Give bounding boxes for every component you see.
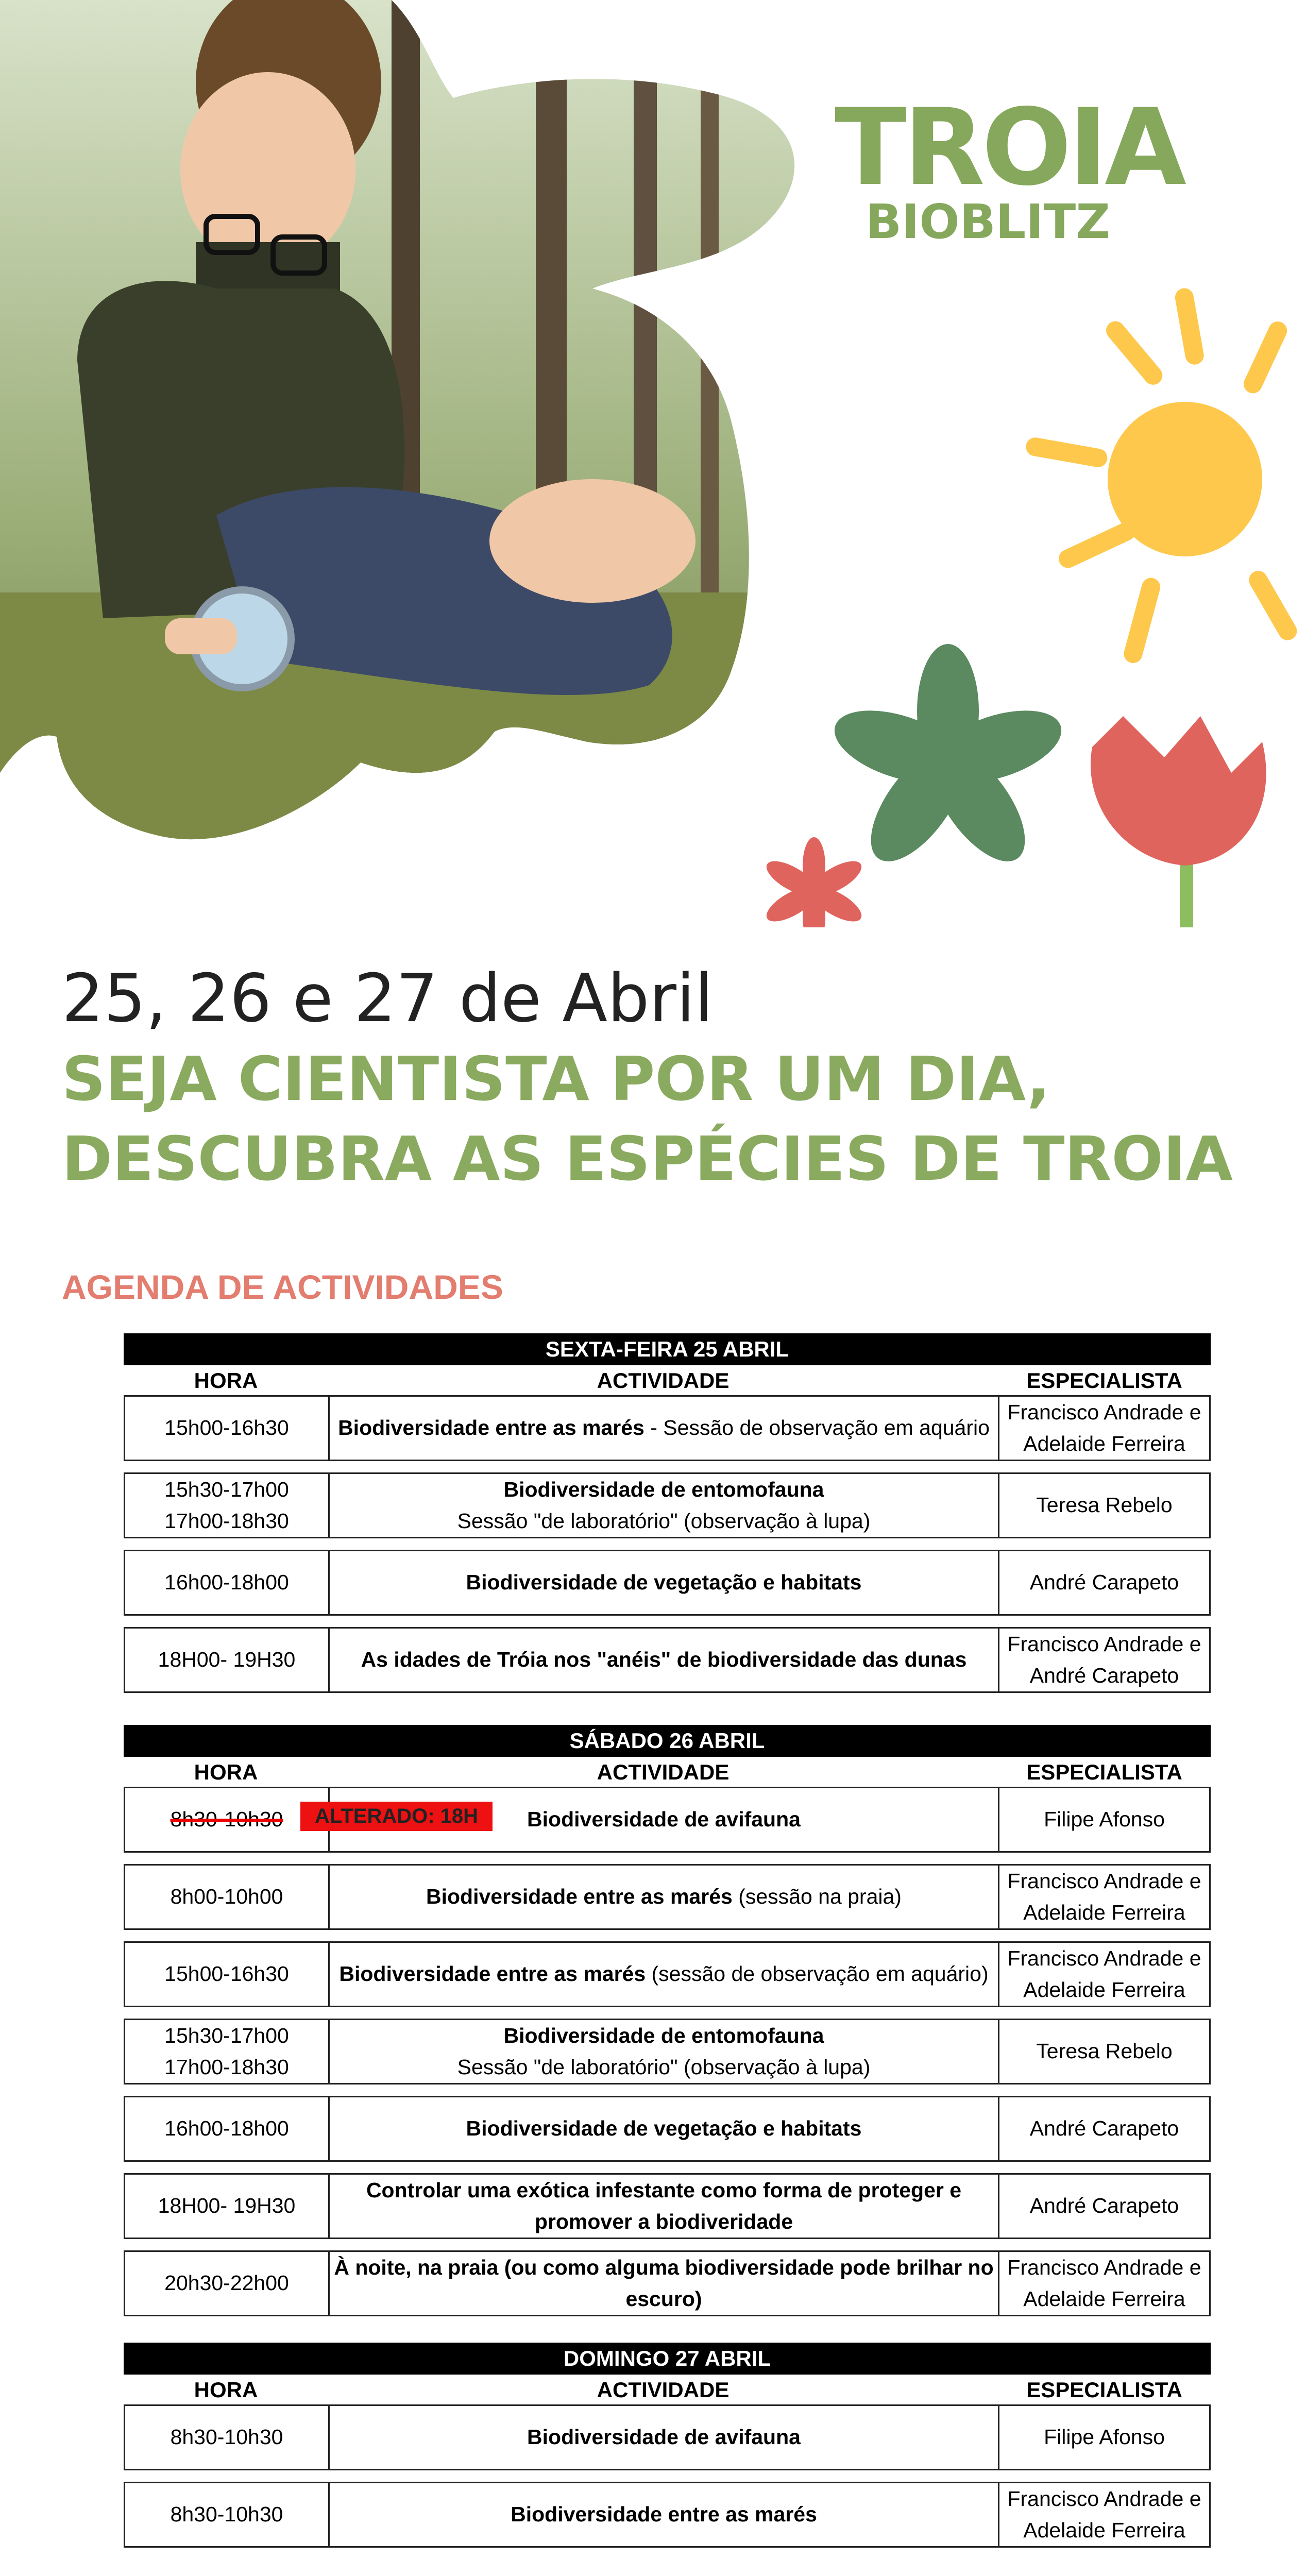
table-row bbox=[124, 1472, 1211, 1538]
specialist-cell bbox=[999, 1866, 1209, 1928]
specialist-cell bbox=[999, 2252, 1209, 2315]
time-cell: 15h00-16h30 bbox=[125, 1397, 330, 1460]
time-cell: 18H00- 19H30 bbox=[125, 1629, 330, 1691]
brand-title: TROIA bbox=[835, 87, 1183, 209]
day-header: DOMINGO 27 ABRIL bbox=[124, 2343, 1211, 2375]
specialist-cell: Teresa Rebelo bbox=[1036, 1493, 1173, 1517]
time-cell: 8h00-10h00 bbox=[125, 1866, 330, 1928]
activity-cell bbox=[330, 1397, 999, 1460]
table-row bbox=[124, 2250, 1211, 2316]
col-time: HORA bbox=[194, 2378, 258, 2402]
specialist-cell: André Carapeto bbox=[1029, 2194, 1179, 2218]
day-friday bbox=[124, 1333, 1211, 1704]
col-specialist: ESPECIALISTA bbox=[1026, 1760, 1182, 1784]
activity-name-b: (ou como alguma biodiversidade pode brilhar no bbox=[498, 2255, 994, 2279]
specialist-cell: Filipe Afonso bbox=[1044, 2425, 1165, 2449]
activity-name: Biodiversidade entre as marés bbox=[338, 1416, 644, 1440]
specialist-1: Francisco Andrade e bbox=[1007, 1946, 1201, 1970]
col-activity: ACTIVIDADE bbox=[597, 2378, 730, 2402]
day-saturday bbox=[124, 1725, 1211, 2328]
specialist-2: Adelaide Ferreira bbox=[1023, 2287, 1185, 2311]
specialist-cell bbox=[999, 1629, 1209, 1691]
col-specialist: ESPECIALISTA bbox=[1026, 2378, 1182, 2402]
activity-name: À noite, na praia bbox=[334, 2255, 499, 2279]
time-cell: 8h30-10h30 bbox=[125, 2406, 330, 2469]
day-sunday bbox=[124, 2343, 1211, 2559]
column-headers bbox=[124, 1757, 1211, 1787]
table-row bbox=[124, 1787, 1211, 1853]
table-row bbox=[124, 1395, 1211, 1461]
time-cell: 16h00-18h00 bbox=[125, 1551, 330, 1614]
sun-icon bbox=[1024, 287, 1300, 666]
specialist-2: Adelaide Ferreira bbox=[1023, 1432, 1185, 1455]
activity-cell: Biodiversidade de avifauna bbox=[330, 2406, 999, 2469]
activity-note: Sessão "de laboratório" (observação à lupa) bbox=[457, 1509, 871, 1533]
time-cell: 20h30-22h00 bbox=[125, 2252, 330, 2315]
col-activity: ACTIVIDADE bbox=[597, 1368, 730, 1393]
photo-boy-magnifier bbox=[0, 0, 824, 902]
activity-cell: Biodiversidade entre as marés bbox=[330, 2483, 999, 2546]
specialist-2: Adelaide Ferreira bbox=[1023, 1978, 1185, 2002]
table-row bbox=[124, 2404, 1211, 2470]
slogan-line-2: DESCUBRA AS ESPÉCIES DE TROIA bbox=[62, 1123, 1233, 1194]
activity-note: (sessão de observação em aquário) bbox=[646, 1962, 989, 1986]
green-flower-icon bbox=[826, 644, 1071, 876]
activity-cell bbox=[330, 2252, 999, 2315]
activity-cell bbox=[330, 2175, 999, 2238]
tulip-icon bbox=[1091, 716, 1276, 927]
activity-cell bbox=[330, 1474, 999, 1537]
time-2: 17h00-18h30 bbox=[164, 1509, 289, 1533]
activity-name: Biodiversidade de entomofauna bbox=[503, 1477, 824, 1501]
activity-note: (sessão na praia) bbox=[732, 1885, 902, 1909]
specialist-cell: Filipe Afonso bbox=[1044, 1807, 1165, 1832]
table-row bbox=[124, 2096, 1211, 2162]
day-header: SEXTA-FEIRA 25 ABRIL bbox=[124, 1333, 1211, 1365]
time-1: 15h30-17h00 bbox=[164, 2023, 289, 2047]
activity-cell bbox=[330, 1866, 999, 1928]
activity-name: Controlar uma exótica infestante como forma de proteger e bbox=[366, 2178, 962, 2202]
specialist-cell: André Carapeto bbox=[1029, 1570, 1179, 1595]
time-cell bbox=[125, 1474, 330, 1537]
agenda-title: AGENDA DE ACTIVIDADES bbox=[62, 1268, 503, 1306]
specialist-1: Francisco Andrade e bbox=[1007, 2486, 1201, 2511]
day-header: SÁBADO 26 ABRIL bbox=[124, 1725, 1211, 1757]
specialist-2: André Carapeto bbox=[1029, 1664, 1179, 1687]
activity-name: Biodiversidade entre as marés bbox=[339, 1962, 646, 1986]
specialist-1: Francisco Andrade e bbox=[1007, 1869, 1201, 1893]
time-cell bbox=[125, 2020, 330, 2083]
activity-name: Biodiversidade de entomofauna bbox=[503, 2023, 824, 2047]
col-time: HORA bbox=[194, 1760, 258, 1784]
specialist-cell: André Carapeto bbox=[1029, 2116, 1179, 2141]
specialist-1: Francisco Andrade e bbox=[1007, 2255, 1201, 2279]
col-specialist: ESPECIALISTA bbox=[1026, 1368, 1182, 1393]
specialist-cell bbox=[999, 1397, 1209, 1460]
activity-note: Sessão "de laboratório" (observação à lupa) bbox=[457, 2055, 871, 2079]
column-headers bbox=[124, 2375, 1211, 2404]
activity-name: Biodiversidade de avifauna bbox=[527, 1807, 801, 1832]
time-1: 15h30-17h00 bbox=[164, 1477, 289, 1501]
brand-subtitle: BIOBLITZ bbox=[866, 194, 1111, 249]
activity-cell bbox=[330, 1943, 999, 2006]
time-struck: 8h30-10h30 bbox=[170, 1807, 283, 1832]
table-row bbox=[124, 1627, 1211, 1693]
col-time: HORA bbox=[194, 1368, 258, 1393]
time-cell bbox=[125, 1788, 330, 1851]
event-dates: 25, 26 e 27 de Abril bbox=[62, 960, 714, 1037]
time-cell: 8h30-10h30 bbox=[125, 2483, 330, 2546]
time-cell: 18H00- 19H30 bbox=[125, 2175, 330, 2238]
specialist-2: Adelaide Ferreira bbox=[1023, 1901, 1185, 1924]
activity-name-cont: escuro) bbox=[625, 2287, 702, 2311]
specialist-cell: Teresa Rebelo bbox=[1036, 2039, 1173, 2063]
time-cell: 16h00-18h00 bbox=[125, 2097, 330, 2160]
activity-name-cont: promover a biodiveridade bbox=[534, 2210, 793, 2233]
activity-note: - Sessão de observação em aquário bbox=[644, 1416, 990, 1440]
table-row bbox=[124, 1864, 1211, 1930]
slogan-line-1: SEJA CIENTISTA POR UM DIA, bbox=[62, 1043, 1050, 1114]
table-row bbox=[124, 2019, 1211, 2084]
specialist-1: Francisco Andrade e bbox=[1007, 1632, 1201, 1656]
activity-cell: Biodiversidade de vegetação e habitats bbox=[330, 1551, 999, 1614]
table-row bbox=[124, 1550, 1211, 1616]
altered-badge: ALTERADO: 18H bbox=[300, 1802, 493, 1831]
activity-cell bbox=[330, 2020, 999, 2083]
table-row bbox=[124, 2173, 1211, 2239]
time-cell: 15h00-16h30 bbox=[125, 1943, 330, 2006]
specialist-1: Francisco Andrade e bbox=[1007, 1400, 1201, 1424]
table-row bbox=[124, 1941, 1211, 2007]
table-row bbox=[124, 2482, 1211, 2548]
specialist-cell bbox=[999, 1943, 1209, 2006]
activity-cell: Biodiversidade de vegetação e habitats bbox=[330, 2097, 999, 2160]
time-2: 17h00-18h30 bbox=[164, 2055, 289, 2079]
column-headers bbox=[124, 1365, 1211, 1395]
activity-name: Biodiversidade entre as marés bbox=[426, 1885, 733, 1909]
activity-cell: As idades de Tróia nos "anéis" de biodiversidade das dunas bbox=[330, 1629, 999, 1691]
col-activity: ACTIVIDADE bbox=[597, 1760, 730, 1784]
specialist-cell bbox=[999, 2483, 1209, 2546]
coral-flower-icon bbox=[761, 837, 867, 927]
specialist-2: Adelaide Ferreira bbox=[1023, 2518, 1185, 2542]
